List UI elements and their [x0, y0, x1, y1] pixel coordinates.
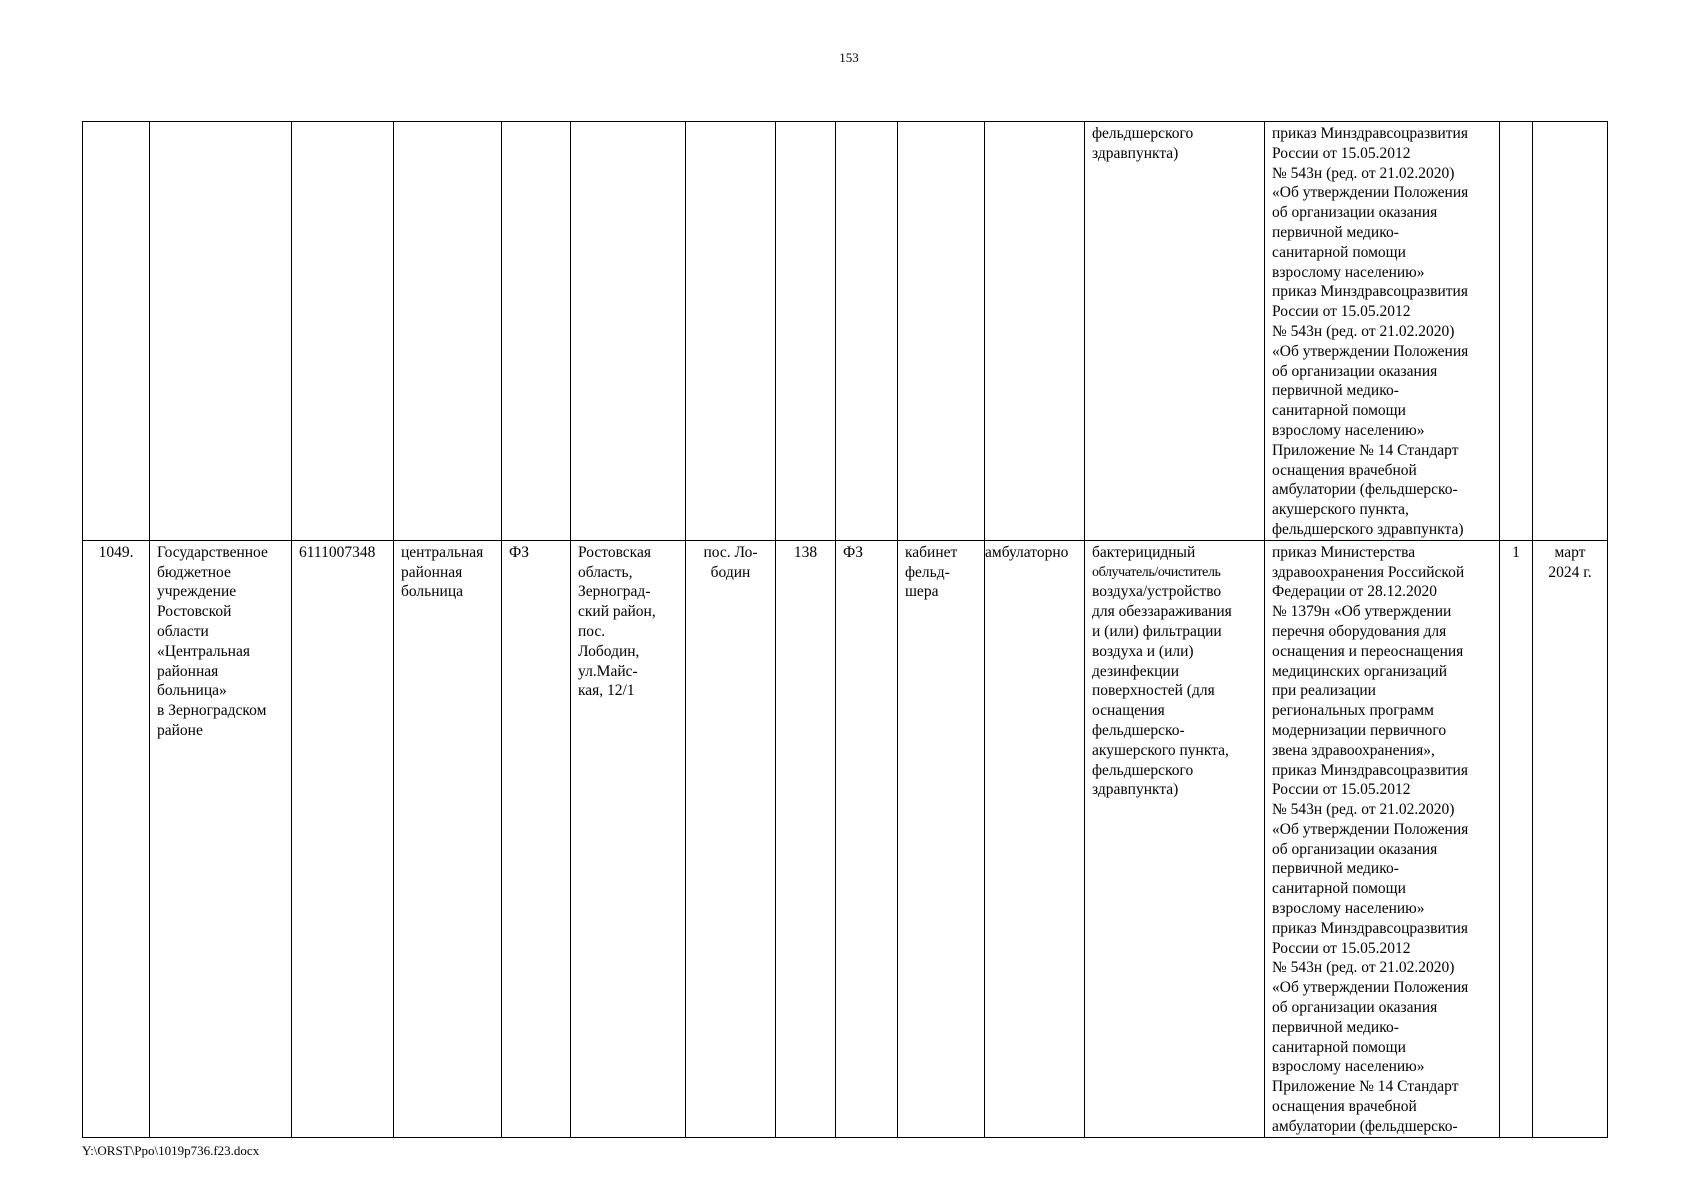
equipment-table: [82, 121, 1608, 1138]
org-name-line: районе: [157, 721, 203, 739]
org-type: [394, 540, 502, 1137]
address-line: ул.Майс-: [578, 662, 638, 680]
basis-line: здравоохранения Российской: [1272, 563, 1465, 581]
cont-basis-line: санитарной помощи: [1272, 243, 1406, 261]
basis-line: взрослому населению»: [1272, 900, 1425, 918]
cont-basis-line: первичной медико-: [1272, 382, 1399, 400]
cont-basis-line: Приложение № 14 Стандарт: [1272, 441, 1459, 459]
basis-line: взрослому населению»: [1272, 1058, 1425, 1076]
row-number: 1049.: [83, 540, 150, 1137]
equipment-line: фельдшерского: [1092, 125, 1194, 142]
cell-population: [776, 122, 836, 541]
population: 138: [776, 540, 836, 1137]
org-name-line: учреждение: [157, 583, 237, 601]
room-line: фельд-: [905, 563, 950, 581]
cell-room: [898, 122, 985, 541]
cont-basis-line: об организации оказания: [1272, 204, 1438, 222]
care-form: амбулаторно: [985, 540, 1085, 1137]
address-line: кая, 12/1: [578, 682, 635, 700]
equipment-line: здравпункта): [1092, 144, 1179, 162]
equipment-line: фельдшерского: [1092, 761, 1194, 779]
date-line: март: [1554, 543, 1586, 561]
basis-line: об организации оказания: [1272, 840, 1438, 858]
date: [1533, 540, 1608, 1137]
cont-basis-line: № 543н (ред. от 21.02.2020): [1272, 164, 1455, 182]
org-type-line: больница: [401, 583, 463, 601]
cell-settlement: [686, 122, 776, 541]
cell-org-name: [150, 122, 292, 541]
cell-org-type: [394, 122, 502, 541]
basis-line: России от 15.05.2012: [1272, 781, 1411, 799]
org-name-line: области: [157, 622, 209, 640]
basis-line: Приложение № 14 Стандарт: [1272, 1078, 1459, 1096]
equipment-line: фельдшерско-: [1092, 721, 1185, 739]
org-name-line: в Зерноградском: [157, 702, 267, 720]
org-name-line: Государственное: [157, 543, 268, 561]
room: [898, 540, 985, 1137]
equipment-line: для обеззараживания: [1092, 603, 1232, 621]
basis-line: амбулатории (фельдшерско-: [1272, 1117, 1458, 1135]
basis-line: санитарной помощи: [1272, 880, 1406, 898]
settlement: [686, 540, 776, 1137]
address-line: область,: [578, 563, 633, 581]
basis-line: № 543н (ред. от 21.02.2020): [1272, 801, 1455, 819]
basis-line: перечня оборудования для: [1272, 622, 1447, 640]
org-name-line: бюджетное: [157, 563, 231, 581]
cont-basis-line: взрослому населению»: [1272, 421, 1425, 439]
table-row: [83, 540, 1608, 1137]
cont-basis-line: России от 15.05.2012: [1272, 144, 1411, 162]
basis-line: первичной медико-: [1272, 860, 1399, 878]
room-line: шера: [905, 583, 939, 601]
cont-basis-line: первичной медико-: [1272, 223, 1399, 241]
cont-basis-line: акушерского пункта,: [1272, 501, 1409, 519]
org-name-line: районная: [157, 662, 219, 680]
equipment: [1085, 540, 1265, 1137]
unit-type: ФЗ: [502, 540, 571, 1137]
org-name-line: Ростовской: [157, 603, 232, 621]
org-type-line: районная: [401, 563, 463, 581]
basis-line: «Об утверждении Положения: [1272, 820, 1469, 838]
equipment-line: дезинфекции: [1092, 662, 1180, 680]
basis-line: № 543н (ред. от 21.02.2020): [1272, 959, 1455, 977]
cont-basis-line: приказ Минздравсоцразвития: [1272, 125, 1468, 142]
basis-line: региональных программ: [1272, 702, 1434, 720]
address-line: ский район,: [578, 603, 656, 621]
basis: [1265, 540, 1500, 1137]
cont-basis-line: «Об утверждении Положения: [1272, 342, 1469, 360]
basis-line: звена здравоохранения»,: [1272, 741, 1435, 759]
org-name: [150, 540, 292, 1137]
basis-line: медицинских организаций: [1272, 662, 1448, 680]
cell-unit-type: [502, 122, 571, 541]
equipment-line: и (или) фильтрации: [1092, 622, 1222, 640]
cont-basis-line: «Об утверждении Положения: [1272, 184, 1469, 202]
basis-line: оснащения и переоснащения: [1272, 642, 1464, 660]
org-type-line: центральная: [401, 543, 484, 561]
equipment-line: акушерского пункта,: [1092, 741, 1229, 759]
cont-basis-line: взрослому населению»: [1272, 263, 1425, 281]
address-line: Ростовская: [578, 543, 651, 561]
footer-file-path: Y:\ORST\Ppo\1019p736.f23.docx: [82, 1143, 260, 1158]
unit-type-2: ФЗ: [836, 540, 898, 1137]
basis-line: оснащения врачебной: [1272, 1098, 1417, 1116]
cont-basis-line: фельдшерского здравпункта): [1272, 520, 1464, 538]
equipment-line: здравпункта): [1092, 781, 1179, 799]
settlement-line: бодин: [710, 563, 751, 581]
org-name-line: «Центральная: [157, 642, 250, 660]
equipment-line: воздуха и (или): [1092, 642, 1194, 660]
address: [571, 540, 686, 1137]
org-name-line: больница»: [157, 682, 227, 700]
page-number: 153: [839, 50, 859, 65]
basis-line: «Об утверждении Положения: [1272, 979, 1469, 997]
inn: 6111007348: [292, 540, 394, 1137]
cell-address: [571, 122, 686, 541]
quantity: 1: [1500, 540, 1533, 1137]
basis-line: приказ Минздравсоцразвития: [1272, 919, 1468, 937]
basis-line: Федерации от 28.12.2020: [1272, 583, 1438, 601]
cell-quantity: [1500, 122, 1533, 541]
address-line: Лободин,: [578, 642, 640, 660]
cell-equipment: [1085, 122, 1265, 541]
cell-unit-type-2: [836, 122, 898, 541]
equipment-line: воздуха/устройство: [1092, 583, 1222, 601]
cell-care-form: [985, 122, 1085, 541]
basis-line: приказ Министерства: [1272, 543, 1416, 561]
basis-line: санитарной помощи: [1272, 1038, 1406, 1056]
basis-line: первичной медико-: [1272, 1018, 1399, 1036]
cell-basis: [1265, 122, 1500, 541]
address-line: Зерноград-: [578, 583, 651, 601]
cont-basis-line: санитарной помощи: [1272, 402, 1406, 420]
cell-number: [83, 122, 150, 541]
cell-date: [1533, 122, 1608, 541]
equipment-line: облучатель/очиститель: [1092, 564, 1221, 580]
equipment-line: поверхностей (для: [1092, 682, 1215, 700]
cont-basis-line: оснащения врачебной: [1272, 461, 1417, 479]
cont-basis-line: России от 15.05.2012: [1272, 303, 1411, 321]
room-line: кабинет: [905, 543, 958, 561]
equipment-line: бактерицидный: [1092, 543, 1196, 561]
date-line: 2024 г.: [1548, 563, 1592, 581]
basis-line: при реализации: [1272, 682, 1376, 700]
cont-basis-line: приказ Минздравсоцразвития: [1272, 283, 1468, 301]
continuation-row: [83, 122, 1608, 541]
basis-line: приказ Минздравсоцразвития: [1272, 761, 1468, 779]
basis-line: России от 15.05.2012: [1272, 939, 1411, 957]
basis-line: об организации оказания: [1272, 999, 1438, 1017]
cont-basis-line: № 543н (ред. от 21.02.2020): [1272, 322, 1455, 340]
cont-basis-line: об организации оказания: [1272, 362, 1438, 380]
cont-basis-line: амбулатории (фельдшерско-: [1272, 481, 1458, 499]
address-line: пос.: [578, 622, 606, 640]
cell-inn: [292, 122, 394, 541]
settlement-line: пос. Ло-: [703, 543, 758, 561]
equipment-line: оснащения: [1092, 702, 1165, 720]
basis-line: модернизации первичного: [1272, 721, 1447, 739]
basis-line: № 1379н «Об утверждении: [1272, 603, 1452, 621]
